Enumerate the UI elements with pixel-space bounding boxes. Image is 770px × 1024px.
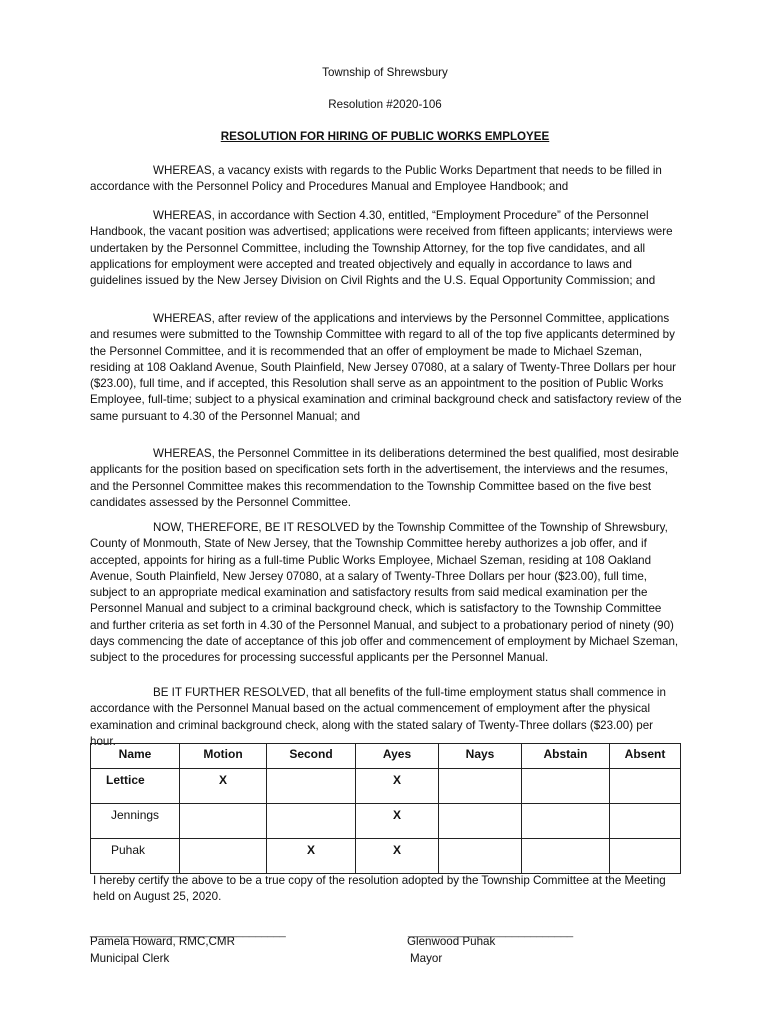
row-name: Lettice [91,769,180,804]
row-name: Puhak [91,839,180,874]
table-row [91,769,681,804]
mayor-name: Glenwood Puhak [407,935,496,948]
header-name: Name [91,744,180,769]
row-ayes: X [356,804,439,839]
header-absent: Absent [610,744,681,769]
row-motion [180,839,267,874]
certification-text: I hereby certify the above to be a true copy of the resolution adopted by the Township Committee at the Meeting held on August 25, 2020. [93,874,666,904]
whereas-paragraph-3: WHEREAS, after review of the applications and interviews by the Personnel Committee, applications and resumes were submitted to the Township Committee with regard to all of the top five applicants determined by the Personnel Committee, and it is recommended that an offer of employment be made to Michael Szeman, residing at 108 Oakland Avenue, South Plainfield, New Jersey 07080, at a salary of Twenty-Three Dollars per hour ($23.00), full time, and if accepted, this Resolution shall serve as an appointment to the position of Public Works Employee, full-time; subject to a physical examination and criminal background check and satisfactory review of the same pursuant to 4.30 of the Personnel Manual; and [90,312,682,423]
row-nays [439,769,522,804]
clerk-title: Municipal Clerk [90,952,170,965]
township-name: Township of Shrewsbury [322,66,448,79]
row-ayes: X [356,839,439,874]
row-absent [610,839,681,874]
row-motion: X [180,769,267,804]
resolution-number: Resolution #2020-106 [328,98,442,111]
row-absent [610,769,681,804]
whereas-paragraph-1: WHEREAS, a vacancy exists with regards to the Public Works Department that needs to be filled in accordance with the Personnel Policy and Procedures Manual and Employee Handbook; and [90,164,662,194]
table-row [91,839,681,874]
header-nays: Nays [439,744,522,769]
row-nays [439,804,522,839]
mayor-title: Mayor [410,952,443,965]
row-motion [180,804,267,839]
header-ayes: Ayes [356,744,439,769]
further-resolved-paragraph: BE IT FURTHER RESOLVED, that all benefits of the full-time employment status shall commence in accordance with the Personnel Manual based on the actual commencement of employment after the physical examination and criminal background check, along with the stated salary of Twenty-Three dollars ($23.00) per hour. [90,686,666,748]
row-ayes: X [356,769,439,804]
header-motion: Motion [180,744,267,769]
row-absent [610,804,681,839]
header-abstain: Abstain [522,744,610,769]
whereas-paragraph-2: WHEREAS, in accordance with Section 4.30, entitled, “Employment Procedure” of the Personnel Handbook, the vacant position was advertised; applications were received from fifteen applicants; interviews were undertaken by the Personnel Committee, including the Township Attorney, for the top five candidates, and all applications for employment were accepted and treated objectively and equally in accordance to laws and guidelines issued by the New Jersey Division on Civil Rights and the U.S. Equal Opportunity Commission; and [90,209,673,288]
row-abstain [522,804,610,839]
row-abstain [522,839,610,874]
table-row [91,804,681,839]
vote-table-header-row [91,744,681,769]
header-second: Second [267,744,356,769]
row-nays [439,839,522,874]
clerk-signature-line: ________________________________ [90,926,286,938]
row-second [267,804,356,839]
whereas-paragraph-4: WHEREAS, the Personnel Committee in its deliberations determined the best qualified, most desirable applicants for the position based on specification sets forth in the advertisement, the interviews and the resumes, and the Personnel Committee makes this recommendation to the Township Committee based on the five best candidates assessed by the Personnel Committee. [90,447,679,509]
row-name: Jennings [91,804,180,839]
row-second: X [267,839,356,874]
resolved-paragraph: NOW, THEREFORE, BE IT RESOLVED by the Township Committee of the Township of Shrewsbury, County of Monmouth, State of New Jersey, that the Township Committee hereby authorizes a job offer, and if accepted, appoints for hiring as a full-time Public Works Employee, Michael Szeman, residing at 108 Oakland Avenue, South Plainfield, New Jersey 07080, at a salary of Twenty-Three Dollars per hour ($23.00), full time, subject to an appropriate medical examination and satisfactory results from said medical examination per the Personnel Manual and subject to a criminal background check, which is satisfactory to the Township Committee and further criteria as set forth in 4.30 of the Personnel Manual, and subject to a probationary period of ninety (90) days commencing the date of acceptance of this job offer and commencement of employment by Michael Szeman, subject to the procedures for processing successful applicants per the Personnel Manual. [90,521,679,665]
vote-table [90,743,681,874]
mayor-signature-line: ___________________________ [408,926,574,938]
clerk-name: Pamela Howard, RMC,CMR [90,935,235,948]
resolution-title: RESOLUTION FOR HIRING OF PUBLIC WORKS EMPLOYEE [220,130,550,143]
row-abstain [522,769,610,804]
row-second [267,769,356,804]
